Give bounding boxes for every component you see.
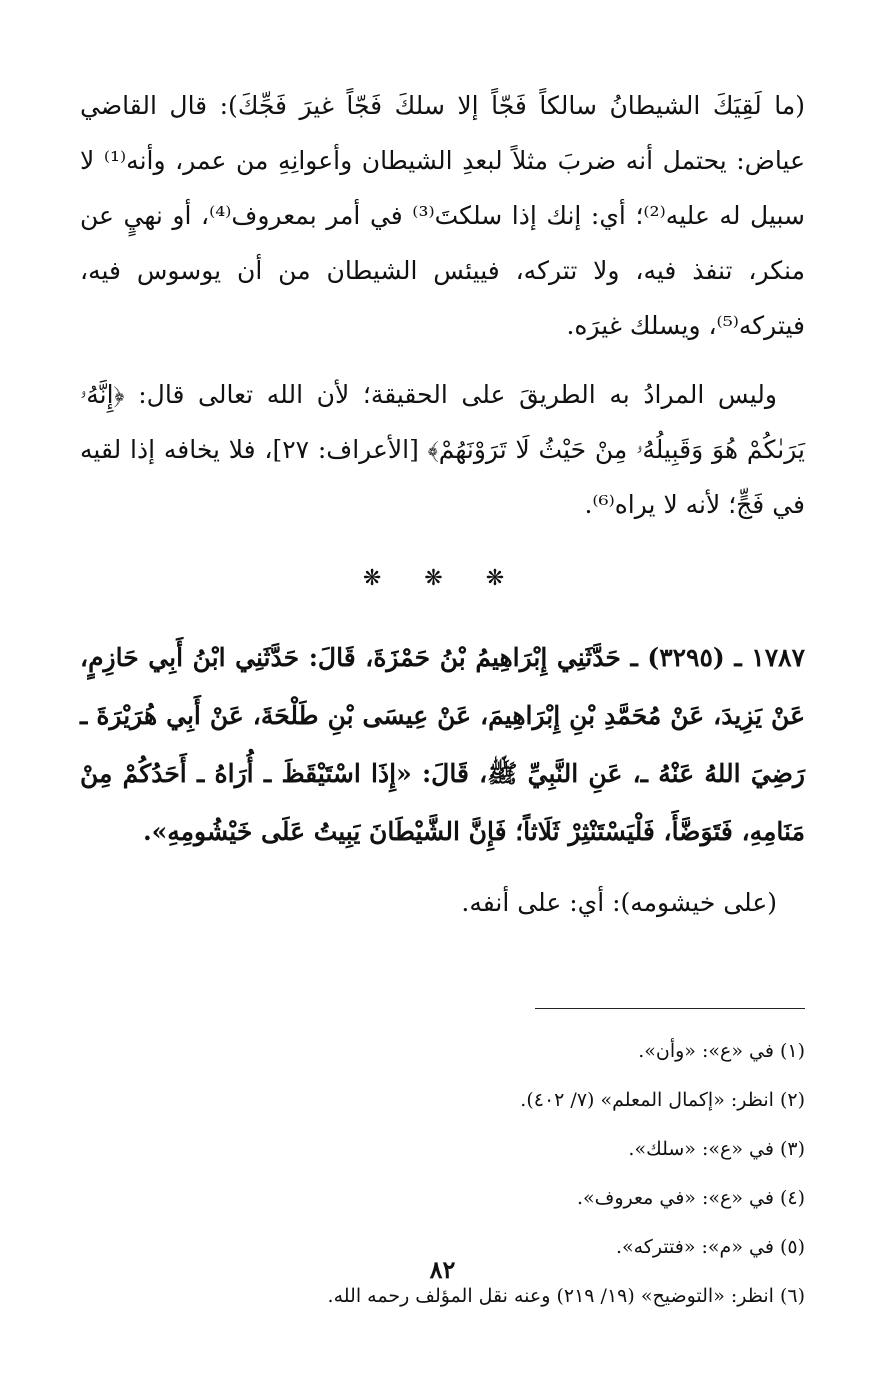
section-separator: ❋ ❋ ❋: [362, 566, 523, 591]
footnote-item: (٤) في «ع»: «في معروف».: [576, 1187, 805, 1209]
footnote-item: (٥) في «م»: «فتتركه».: [615, 1236, 805, 1258]
commentary-paragraph-1: (ما لَقِيَكَ الشيطانُ سالكاً فَجّاً إلا سلكَ فَجّاً غيرَ فَجِّكَ): قال القاضي عياض: يحتمل أنه ضربَ مثلاً لبعدِ الشيطان وأعوانِهِ من عمر، وأنه⁽¹⁾ لا سبيل له عليه⁽²⁾؛ أي: إنك إذا سلكتَ⁽³⁾ في أمر بمعروف⁽⁴⁾، أو نهيٍ عن منكر، تنفذ فيه، ولا تتركه، فييئس الشيطان من أن يوسوس فيه، فيتركه⁽⁵⁾، ويسلك غيرَه.: [80, 91, 806, 340]
footnote-item: (٢) انظر: «إكمال المعلم» (٧/ ٤٠٢).: [520, 1089, 805, 1111]
footnote-item: (٦) انظر: «التوضيح» (١٩/ ٢١٩) وعنه نقل المؤلف رحمه الله.: [327, 1285, 805, 1307]
footnote-item: (١) في «ع»: «وأن».: [638, 1040, 805, 1062]
footnote-divider: [535, 1008, 805, 1009]
commentary-paragraph-2: وليس المرادُ به الطريقَ على الحقيقة؛ لأن الله تعالى قال: ﴿إِنَّهُۥ يَرَىٰكُمْ هُوَ وَقَبِيلُهُۥ مِنْ حَيْثُ لَا تَرَوْنَهُمْ﴾ [الأعراف: ٢٧]، فلا يخافه إذا لقيه في فَجٍّ؛ لأنه لا يراه⁽⁶⁾.: [80, 380, 805, 519]
page-number: ٨٢: [429, 1255, 456, 1284]
hadith-explanation: (على خيشومه): أي: على أنفه.: [461, 888, 777, 917]
footnote-item: (٣) في «ع»: «سلك».: [628, 1138, 805, 1160]
hadith-text: ١٧٨٧ ـ (٣٢٩٥) ـ حَدَّثَنِي إِبْرَاهِيمُ بْنُ حَمْزَةَ، قَالَ: حَدَّثَنِي ابْنُ أَبِي حَازِمٍ، عَنْ يَزِيدَ، عَنْ مُحَمَّدِ بْنِ إِبْرَاهِيمَ، عَنْ عِيسَى بْنِ طَلْحَةَ، عَنْ أَبِي هُرَيْرَةَ ـ رَضِيَ اللهُ عَنْهُ ـ، عَنِ النَّبِيِّ ﷺ، قَالَ: «إِذَا اسْتَيْقَظَ ـ أُرَاهُ ـ أَحَدُكُمْ مِنْ مَنَامِهِ، فَتَوَضَّأَ، فَلْيَسْتَنْثِرْ ثَلَاثاً؛ فَإِنَّ الشَّيْطَانَ يَبِيتُ عَلَى خَيْشُومِهِ».: [80, 643, 805, 846]
